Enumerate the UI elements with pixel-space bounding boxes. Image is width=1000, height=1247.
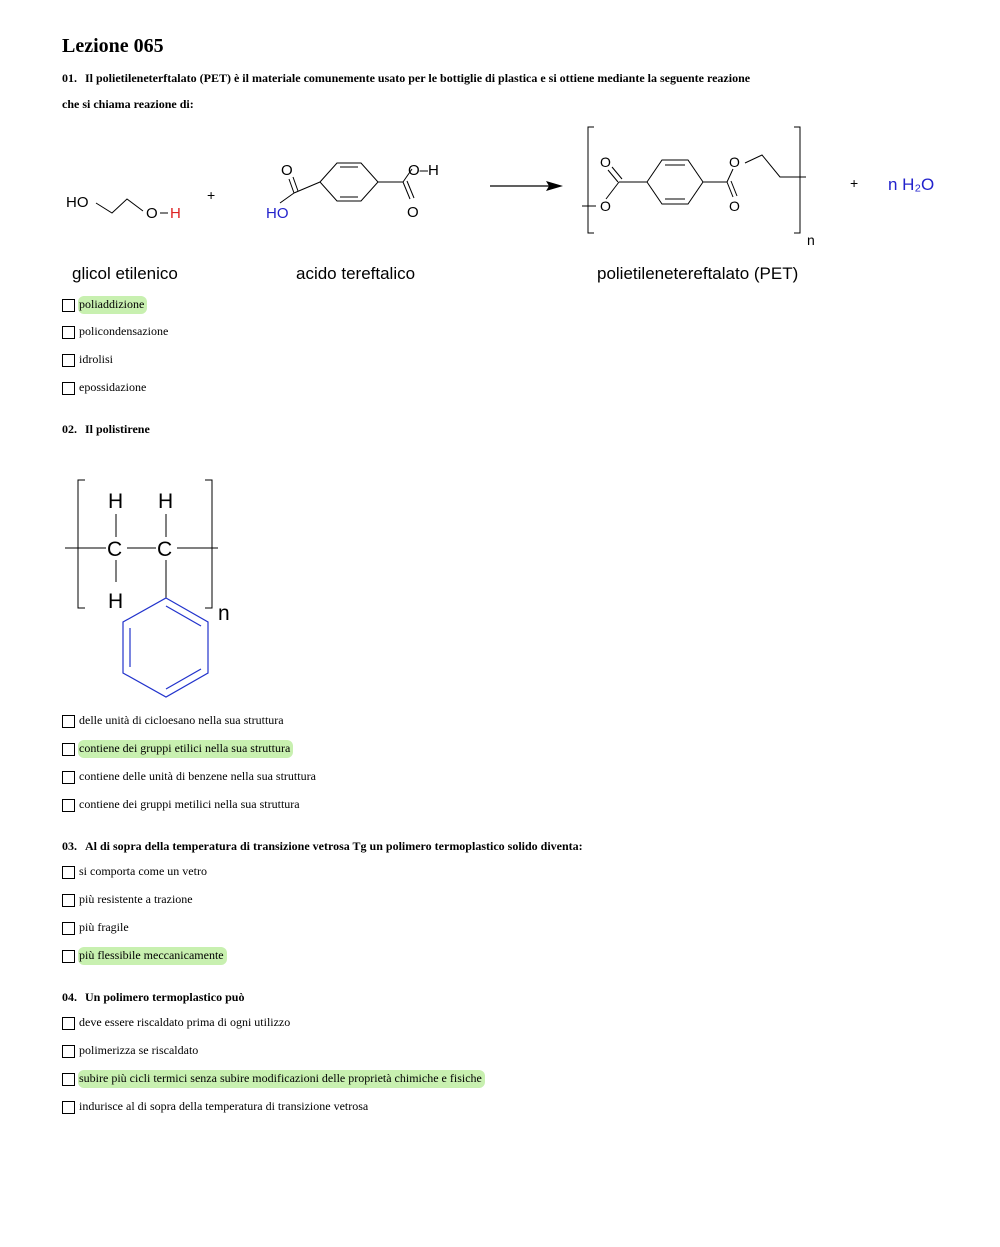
answer-checkbox[interactable] (62, 771, 75, 784)
q1-option-2[interactable] (62, 323, 171, 341)
question-3-text (62, 839, 583, 854)
pet-structure (582, 127, 815, 248)
glycol-o: O (146, 205, 158, 222)
answer-checkbox[interactable] (62, 1073, 75, 1086)
glycol-h: H (170, 205, 181, 222)
option-text: poliaddizione (78, 296, 147, 314)
acid-o-bottom: O (407, 204, 419, 221)
q4-option-1[interactable] (62, 1014, 293, 1032)
answer-checkbox[interactable] (62, 922, 75, 935)
q2-option-4[interactable] (62, 796, 303, 814)
option-text: contiene dei gruppi etilici nella sua struttura (78, 740, 293, 758)
q2-option-3[interactable] (62, 768, 319, 786)
option-text: più fragile (79, 920, 129, 934)
plus-sign-1: + (207, 187, 216, 203)
polystyrene-h-1: H (108, 490, 124, 513)
acid-ho-bottom: HO (266, 205, 289, 222)
water-product: n H₂O (888, 175, 935, 194)
answer-checkbox[interactable] (62, 326, 75, 339)
question-text: Il polistirene (85, 422, 150, 436)
answer-checkbox[interactable] (62, 894, 75, 907)
answer-checkbox[interactable] (62, 715, 75, 728)
question-2-text (62, 422, 150, 437)
answer-checkbox[interactable] (62, 299, 75, 312)
page-title: Lezione 065 (62, 35, 164, 57)
pet-label: polietilenetereftalato (PET) (597, 264, 799, 283)
pet-o-3: O (729, 154, 740, 170)
q3-option-2[interactable] (62, 891, 196, 909)
glycol-structure (66, 194, 181, 222)
polystyrene-n: n (218, 602, 230, 625)
option-text: idrolisi (79, 352, 114, 366)
option-text: contiene dei gruppi metilici nella sua struttura (79, 797, 300, 811)
pet-o-2: O (600, 154, 611, 170)
q2-option-2[interactable] (62, 740, 293, 758)
polystyrene-h-2: H (158, 490, 174, 513)
q3-option-3[interactable] (62, 919, 132, 937)
option-text: delle unità di cicloesano nella sua struttura (79, 713, 284, 727)
answer-checkbox[interactable] (62, 1045, 75, 1058)
question-text-line1: Il polietileneterftalato (PET) è il materiale comunemente usato per le bottiglie di plastica e si ottiene mediante la seguente reazione (85, 71, 751, 85)
polystyrene-c-1: C (107, 538, 123, 561)
acid-oh-top: O–H (408, 162, 439, 179)
option-text: polimerizza se riscaldato (79, 1043, 199, 1057)
answer-checkbox[interactable] (62, 354, 75, 367)
option-text: più resistente a trazione (79, 892, 193, 906)
option-text: più flessibile meccanicamente (78, 947, 227, 965)
terephthalic-acid-structure (266, 162, 439, 222)
polystyrene-figure (60, 470, 240, 705)
q2-option-1[interactable] (62, 712, 287, 730)
q4-option-3[interactable] (62, 1070, 485, 1088)
q3-option-1[interactable] (62, 863, 210, 881)
question-1-text-line2: che si chiama reazione di: (62, 97, 194, 111)
question-number: 04. (62, 990, 77, 1004)
plus-sign-2: + (850, 175, 859, 191)
pet-n: n (807, 232, 815, 248)
q3-option-4[interactable] (62, 947, 227, 965)
glycol-ho: HO (66, 194, 89, 211)
option-text: deve essere riscaldato prima di ogni utilizzo (79, 1015, 291, 1029)
question-4-text (62, 990, 244, 1005)
option-text: subire più cicli termici senza subire modificazioni delle proprietà chimiche e fisiche (78, 1070, 485, 1088)
pet-o-4: O (729, 198, 740, 214)
answer-checkbox[interactable] (62, 866, 75, 879)
answer-checkbox[interactable] (62, 743, 75, 756)
option-text: si comporta come un vetro (79, 864, 207, 878)
question-text: Al di sopra della temperatura di transizione vetrosa Tg un polimero termoplastico solido diventa: (85, 839, 583, 853)
q4-option-4[interactable] (62, 1098, 371, 1116)
question-number: 01. (62, 71, 77, 85)
q1-option-4[interactable] (62, 379, 149, 397)
polystyrene-h-3: H (108, 590, 124, 613)
acid-o-top: O (281, 162, 293, 179)
pet-reaction-figure (0, 115, 1000, 290)
q4-option-2[interactable] (62, 1042, 201, 1060)
acid-label: acido tereftalico (296, 264, 416, 283)
polystyrene-c-2: C (157, 538, 173, 561)
question-text: Un polimero termoplastico può (85, 990, 245, 1004)
question-number: 02. (62, 422, 77, 436)
answer-checkbox[interactable] (62, 1017, 75, 1030)
answer-checkbox[interactable] (62, 799, 75, 812)
glycol-label: glicol etilenico (72, 264, 178, 283)
answer-checkbox[interactable] (62, 950, 75, 963)
pet-o-1: O (600, 198, 611, 214)
option-text: policondensazione (79, 324, 169, 338)
question-1-text (62, 71, 750, 86)
q1-option-3[interactable] (62, 351, 116, 369)
question-number: 03. (62, 839, 77, 853)
answer-checkbox[interactable] (62, 1101, 75, 1114)
answer-checkbox[interactable] (62, 382, 75, 395)
q1-option-1[interactable] (62, 296, 147, 314)
option-text: epossidazione (79, 380, 147, 394)
option-text: contiene delle unità di benzene nella sua struttura (79, 769, 316, 783)
option-text: indurisce al di sopra della temperatura di transizione vetrosa (79, 1099, 369, 1113)
